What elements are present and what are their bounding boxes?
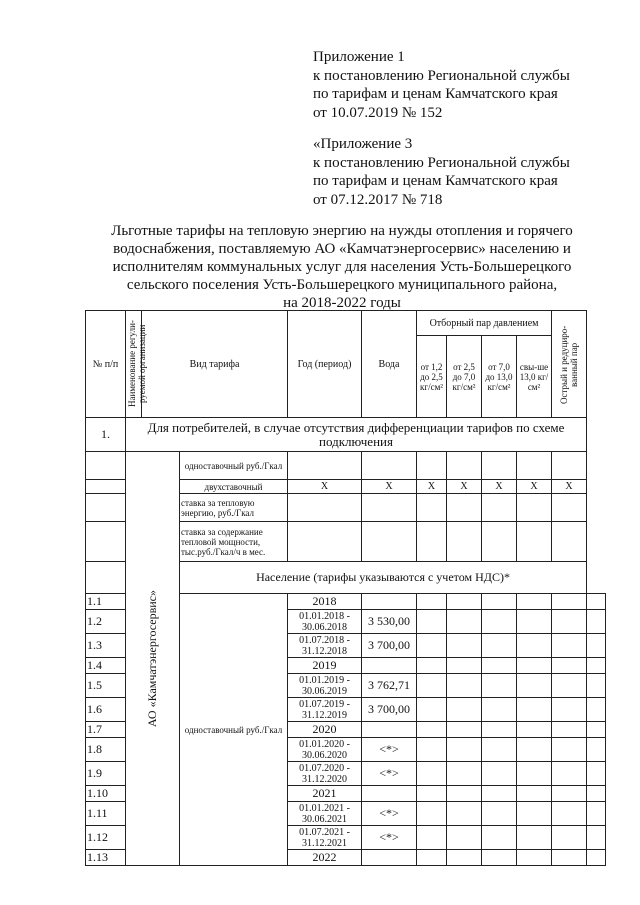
row-water <box>362 850 417 866</box>
appendix-1-line: от 10.07.2019 № 152 <box>313 104 443 121</box>
row-num: 1.11 <box>86 802 126 826</box>
row-period: 01.07.2018 - 31.12.2018 <box>288 634 362 658</box>
appendix-3-line: от 07.12.2017 № 718 <box>313 191 443 208</box>
empty-cell <box>447 850 482 866</box>
org-cell <box>126 452 180 866</box>
section-title: Для потребителей, в случае отсутствия дифференциации тарифов по схеме подключения <box>126 418 587 452</box>
x-mark: Х <box>482 480 517 494</box>
row-period: 2020 <box>288 722 362 738</box>
empty-cell <box>587 634 606 658</box>
empty-cell <box>587 610 606 634</box>
header-org <box>126 311 147 418</box>
empty-cell <box>417 786 447 802</box>
empty-cell <box>517 522 552 562</box>
empty-cell <box>447 634 482 658</box>
empty-cell <box>447 522 482 562</box>
empty-cell <box>552 722 587 738</box>
row-period: 2021 <box>288 786 362 802</box>
row-num: 1.1 <box>86 594 126 610</box>
empty-cell <box>517 738 552 762</box>
empty-cell <box>482 738 517 762</box>
row-num: 1.5 <box>86 674 126 698</box>
row-water <box>362 786 417 802</box>
header-steam-group: Отборный пар давлением <box>417 311 552 336</box>
row-water: 3 530,00 <box>362 610 417 634</box>
row-period: 01.01.2019 - 30.06.2019 <box>288 674 362 698</box>
row-num: 1.10 <box>86 786 126 802</box>
empty-cell <box>587 802 606 826</box>
row-period: 01.07.2021 - 31.12.2021 <box>288 826 362 850</box>
empty-cell <box>552 594 587 610</box>
header-year: Год (период) <box>288 311 362 418</box>
empty-cell <box>552 494 587 522</box>
empty-cell <box>517 634 552 658</box>
row-water <box>362 658 417 674</box>
empty-cell <box>552 522 587 562</box>
empty-cell <box>86 480 126 494</box>
empty-cell <box>552 850 587 866</box>
empty-cell <box>447 494 482 522</box>
x-mark: Х <box>517 480 552 494</box>
one-part-tariff: одноставочный руб./Гкал <box>180 452 288 480</box>
empty-cell <box>552 610 587 634</box>
empty-cell <box>517 698 552 722</box>
empty-cell <box>86 452 126 480</box>
empty-cell <box>447 762 482 786</box>
empty-cell <box>362 494 417 522</box>
x-mark: Х <box>552 480 587 494</box>
energy-rate: ставка за тепловую энергию, руб./Гкал <box>180 494 288 522</box>
row-water: <*> <box>362 762 417 786</box>
capacity-rate: ставка за содержание тепловой мощности, тыс.руб./Гкал/ч в мес. <box>180 522 288 562</box>
empty-cell <box>417 594 447 610</box>
section-num: 1. <box>86 418 126 452</box>
document-title <box>82 222 602 312</box>
empty-cell <box>587 594 606 610</box>
empty-cell <box>587 722 606 738</box>
row-num: 1.2 <box>86 610 126 634</box>
empty-cell <box>288 452 362 480</box>
org-name: АО «Камчатэнергосервис» <box>145 589 159 728</box>
title-line: на 2018-2022 годы <box>283 295 401 311</box>
empty-cell <box>552 698 587 722</box>
empty-cell <box>517 610 552 634</box>
empty-cell <box>482 634 517 658</box>
empty-cell <box>417 698 447 722</box>
empty-cell <box>517 674 552 698</box>
empty-cell <box>552 634 587 658</box>
empty-cell <box>587 698 606 722</box>
x-mark: Х <box>447 480 482 494</box>
row-period: 01.07.2019 - 31.12.2019 <box>288 698 362 722</box>
empty-cell <box>417 762 447 786</box>
empty-cell <box>288 522 362 562</box>
header-org-text: Наименование регули-руемой организации <box>127 320 147 408</box>
row-num: 1.6 <box>86 698 126 722</box>
row-period: 01.01.2020 - 30.06.2020 <box>288 738 362 762</box>
empty-cell <box>482 674 517 698</box>
appendix-3-header <box>313 135 570 209</box>
empty-cell <box>552 762 587 786</box>
empty-cell <box>417 658 447 674</box>
empty-cell <box>552 786 587 802</box>
row-water: 3 700,00 <box>362 634 417 658</box>
empty-cell <box>587 762 606 786</box>
empty-cell <box>552 658 587 674</box>
empty-cell <box>447 698 482 722</box>
row-water <box>362 594 417 610</box>
appendix-3-line: «Приложение 3 <box>313 136 413 152</box>
row-num: 1.12 <box>86 826 126 850</box>
row-num: 1.7 <box>86 722 126 738</box>
two-part-tariff: двухставочный <box>180 480 288 494</box>
header-pressure-1: от 1,2 до 2,5 кг/см² <box>417 336 447 418</box>
empty-cell <box>447 452 482 480</box>
row-num: 1.9 <box>86 762 126 786</box>
empty-cell <box>517 762 552 786</box>
empty-cell <box>362 522 417 562</box>
empty-cell <box>417 722 447 738</box>
empty-cell <box>417 452 447 480</box>
empty-cell <box>517 494 552 522</box>
empty-cell <box>447 802 482 826</box>
empty-cell <box>417 494 447 522</box>
header-pressure-2: от 2,5 до 7,0 кг/см² <box>447 336 482 418</box>
row-water <box>362 722 417 738</box>
row-water: 3 700,00 <box>362 698 417 722</box>
empty-cell <box>482 722 517 738</box>
appendix-1-line: к постановлению Региональной службы <box>313 67 570 84</box>
title-line: водоснабжения, поставляемую АО «Камчатэнергосервис» населению и <box>113 241 571 257</box>
empty-cell <box>288 494 362 522</box>
empty-cell <box>482 698 517 722</box>
empty-cell <box>517 826 552 850</box>
empty-cell <box>587 850 606 866</box>
empty-cell <box>517 722 552 738</box>
empty-cell <box>417 738 447 762</box>
empty-cell <box>482 494 517 522</box>
empty-cell <box>447 674 482 698</box>
appendix-1-line: Приложение 1 <box>313 49 405 65</box>
empty-cell <box>517 452 552 480</box>
empty-cell <box>86 562 126 594</box>
empty-cell <box>587 658 606 674</box>
empty-cell <box>517 594 552 610</box>
empty-cell <box>482 594 517 610</box>
empty-cell <box>447 722 482 738</box>
x-mark: Х <box>362 480 417 494</box>
empty-cell <box>552 738 587 762</box>
empty-cell <box>517 658 552 674</box>
header-sharp-steam <box>552 311 587 418</box>
empty-cell <box>552 802 587 826</box>
empty-cell <box>417 802 447 826</box>
row-num: 1.3 <box>86 634 126 658</box>
one-part-population: одноставочный руб./Гкал <box>180 594 288 866</box>
appendix-1-line: по тарифам и ценам Камчатского края <box>313 86 558 102</box>
row-water: 3 762,71 <box>362 674 417 698</box>
row-water: <*> <box>362 738 417 762</box>
empty-cell <box>362 452 417 480</box>
empty-cell <box>447 738 482 762</box>
header-sharp-text: Острый и редуциро-ванный пар <box>559 324 580 404</box>
x-mark: Х <box>288 480 362 494</box>
empty-cell <box>417 674 447 698</box>
header-water: Вода <box>362 311 417 418</box>
empty-cell <box>417 610 447 634</box>
header-pressure-3: от 7,0 до 13,0 кг/см² <box>482 336 517 418</box>
row-num: 1.8 <box>86 738 126 762</box>
empty-cell <box>447 610 482 634</box>
empty-cell <box>447 594 482 610</box>
title-line: Льготные тарифы на тепловую энергию на нужды отопления и горячего <box>111 223 573 239</box>
empty-cell <box>552 674 587 698</box>
row-period: 01.01.2018 - 30.06.2018 <box>288 610 362 634</box>
empty-cell <box>482 786 517 802</box>
empty-cell <box>447 658 482 674</box>
empty-cell <box>517 786 552 802</box>
appendix-3-line: к постановлению Региональной службы <box>313 154 570 171</box>
empty-cell <box>482 658 517 674</box>
header-pressure-4: свы-ше 13,0 кг/см² <box>517 336 552 418</box>
row-num: 1.13 <box>86 850 126 866</box>
row-period: 01.07.2020 - 31.12.2020 <box>288 762 362 786</box>
empty-cell <box>482 826 517 850</box>
title-line: сельского поселения Усть-Большерецкого муниципального района, <box>126 277 558 293</box>
empty-cell <box>417 522 447 562</box>
row-water: <*> <box>362 802 417 826</box>
empty-cell <box>587 826 606 850</box>
empty-cell <box>86 494 126 522</box>
row-period: 2018 <box>288 594 362 610</box>
row-period: 2019 <box>288 658 362 674</box>
empty-cell <box>86 522 126 562</box>
empty-cell <box>482 452 517 480</box>
appendix-1-header <box>313 48 570 122</box>
empty-cell <box>417 826 447 850</box>
title-line: исполнителям коммунальных услуг для населения Усть-Большерецкого <box>112 259 572 275</box>
empty-cell <box>482 762 517 786</box>
empty-cell <box>517 802 552 826</box>
row-num: 1.4 <box>86 658 126 674</box>
empty-cell <box>482 850 517 866</box>
empty-cell <box>447 826 482 850</box>
empty-cell <box>552 826 587 850</box>
empty-cell <box>417 634 447 658</box>
x-mark: Х <box>417 480 447 494</box>
header-num: № п/п <box>86 311 126 418</box>
row-period: 01.01.2021 - 30.06.2021 <box>288 802 362 826</box>
empty-cell <box>587 674 606 698</box>
empty-cell <box>482 610 517 634</box>
row-water: <*> <box>362 826 417 850</box>
empty-cell <box>482 522 517 562</box>
empty-cell <box>482 802 517 826</box>
empty-cell <box>517 850 552 866</box>
empty-cell <box>417 850 447 866</box>
empty-cell <box>447 786 482 802</box>
appendix-3-line: по тарифам и ценам Камчатского края <box>313 173 558 189</box>
population-heading: Население (тарифы указываются с учетом НДС)* <box>180 562 587 594</box>
tariff-table <box>85 310 606 866</box>
empty-cell <box>587 738 606 762</box>
empty-cell <box>587 786 606 802</box>
header-tariff-type: Вид тарифа <box>142 311 288 418</box>
row-period: 2022 <box>288 850 362 866</box>
empty-cell <box>552 452 587 480</box>
